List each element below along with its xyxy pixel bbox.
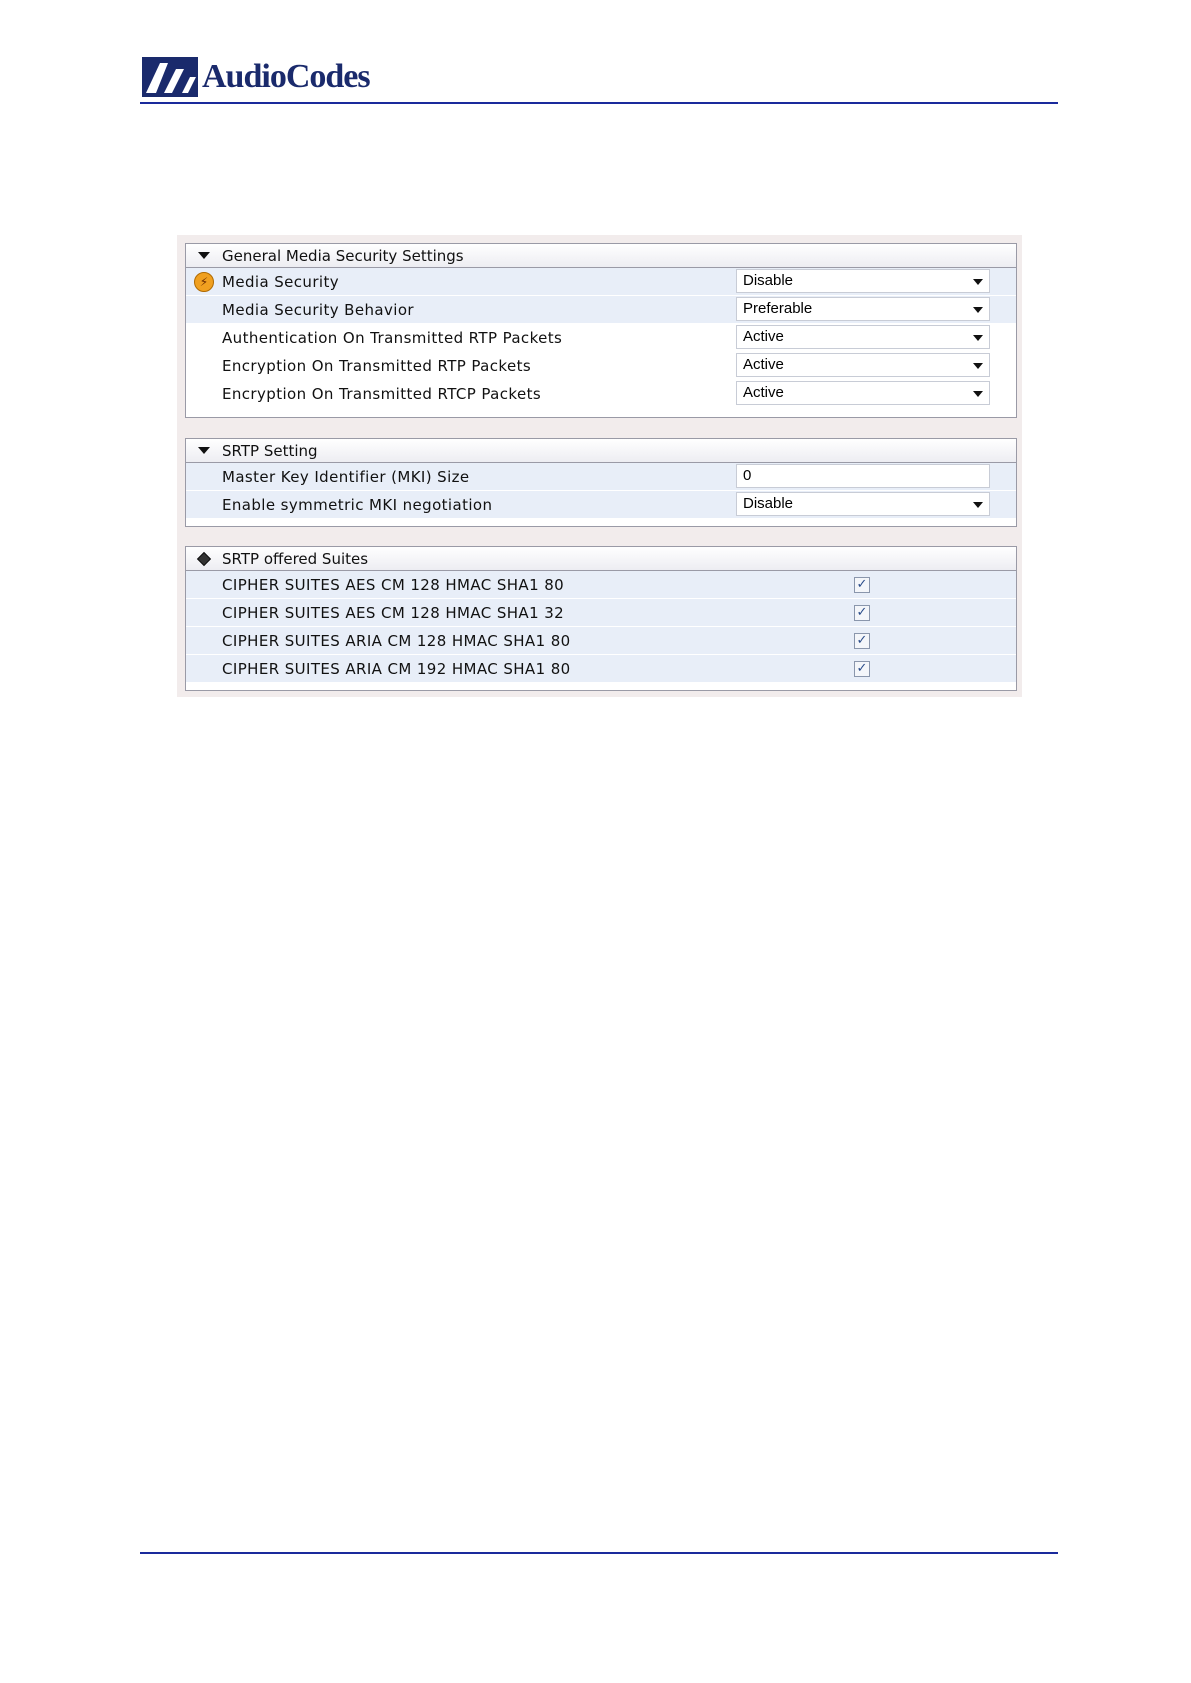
group-header[interactable] — [186, 244, 1016, 268]
encrypt-rtcp-select[interactable]: Active — [736, 381, 990, 405]
field-label: Master Key Identifier (MKI) Size — [222, 467, 470, 486]
header-rule — [140, 102, 1058, 104]
group-header[interactable] — [186, 547, 1016, 571]
field-label: CIPHER SUITES AES CM 128 HMAC SHA1 32 — [222, 603, 565, 622]
chevron-down-icon — [973, 279, 983, 285]
group-general-media-security — [185, 243, 1017, 418]
lightning-icon: ⚡ — [186, 272, 222, 292]
field-label: Encryption On Transmitted RTP Packets — [222, 356, 532, 375]
row-cipher-suite — [186, 655, 1016, 683]
row-cipher-suite — [186, 599, 1016, 627]
field-label: CIPHER SUITES AES CM 128 HMAC SHA1 80 — [222, 575, 565, 594]
field-label: Media Security — [222, 272, 340, 291]
encrypt-rtp-select[interactable]: Active — [736, 353, 990, 377]
cipher-suite-checkbox[interactable]: ✓ — [854, 605, 870, 621]
row-encrypt-rtp — [186, 352, 1016, 380]
field-label: Authentication On Transmitted RTP Packets — [222, 328, 563, 347]
media-security-select[interactable]: Disable — [736, 269, 990, 293]
group-srtp-setting — [185, 438, 1017, 527]
chevron-down-icon — [973, 502, 983, 508]
audiocodes-logo-icon — [142, 57, 198, 97]
logo-text: AudioCodes — [202, 58, 370, 95]
group-title: SRTP Setting — [222, 441, 318, 460]
media-security-screenshot — [177, 235, 1022, 697]
cipher-suite-checkbox[interactable]: ✓ — [854, 661, 870, 677]
audiocodes-logo — [142, 56, 370, 98]
chevron-down-icon — [973, 335, 983, 341]
field-label: Media Security Behavior — [222, 300, 414, 319]
symmetric-mki-select[interactable]: Disable — [736, 492, 990, 516]
row-cipher-suite — [186, 571, 1016, 599]
field-label: Encryption On Transmitted RTCP Packets — [222, 384, 542, 403]
row-encrypt-rtcp — [186, 380, 1016, 408]
mki-size-input[interactable]: 0 — [736, 464, 990, 488]
row-cipher-suite — [186, 627, 1016, 655]
field-label: CIPHER SUITES ARIA CM 128 HMAC SHA1 80 — [222, 631, 571, 650]
media-security-behavior-select[interactable]: Preferable — [736, 297, 990, 321]
row-mki-size — [186, 463, 1016, 491]
chevron-down-icon — [973, 307, 983, 313]
group-title: General Media Security Settings — [222, 246, 464, 265]
field-label: CIPHER SUITES ARIA CM 192 HMAC SHA1 80 — [222, 659, 571, 678]
row-symmetric-mki — [186, 491, 1016, 519]
chevron-down-icon — [973, 363, 983, 369]
collapse-arrow-icon[interactable] — [186, 252, 222, 259]
row-media-security-behavior — [186, 296, 1016, 324]
auth-rtp-select[interactable]: Active — [736, 325, 990, 349]
chevron-down-icon — [973, 391, 983, 397]
field-label: Enable symmetric MKI negotiation — [222, 495, 493, 514]
cipher-suite-checkbox[interactable]: ✓ — [854, 633, 870, 649]
group-srtp-offered-suites — [185, 546, 1017, 691]
group-title: SRTP offered Suites — [222, 549, 369, 568]
row-auth-rtp — [186, 324, 1016, 352]
collapse-arrow-icon[interactable] — [186, 447, 222, 454]
row-media-security — [186, 268, 1016, 296]
cipher-suite-checkbox[interactable]: ✓ — [854, 577, 870, 593]
footer-rule — [140, 1552, 1058, 1554]
group-header[interactable] — [186, 439, 1016, 463]
diamond-icon[interactable] — [186, 554, 222, 564]
